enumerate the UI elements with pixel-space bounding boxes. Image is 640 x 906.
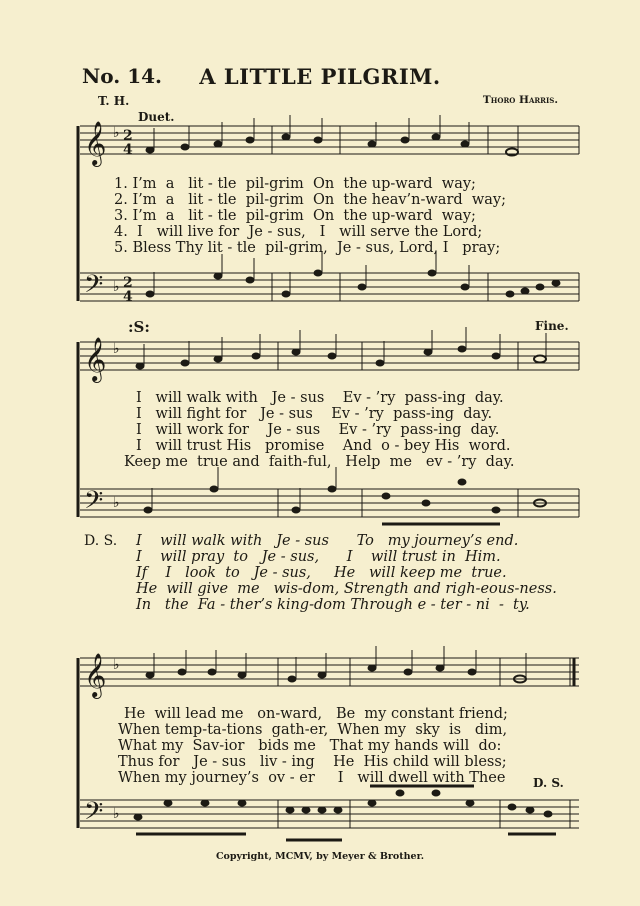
system3-treble-staff	[80, 658, 579, 686]
system3-bass-staff	[80, 800, 579, 828]
lyric-line: I will walk with Je - sus Ev - ’ry pass-ing day.	[136, 390, 504, 406]
system1-treble-staff	[80, 126, 579, 154]
svg-text:♭: ♭	[113, 806, 120, 822]
system1-bass-staff	[80, 273, 579, 301]
duet-label: Duet.	[138, 110, 175, 124]
lyric-line: 2. I’m a lit - tle pil-grim On the heav’n-ward way;	[114, 192, 507, 208]
system2-bass-staff	[80, 489, 579, 517]
lyric-line: If I look to Je - sus, He will keep me true.	[136, 565, 507, 581]
lyric-line: 5. Bless Thy lit - tle pil-grim, Je - sus, Lord, I pray;	[114, 240, 501, 256]
svg-text:𝄢: 𝄢	[84, 486, 104, 521]
svg-text:♭: ♭	[113, 341, 120, 357]
svg-text:♭: ♭	[113, 657, 120, 673]
lyric-line: He will lead me on-ward, Be my constant friend;	[124, 706, 508, 722]
lyric-line: When temp-ta-tions gath-er, When my sky is dim,	[118, 722, 508, 738]
lyric-line: In the Fa - ther’s king-dom Through e - ter - ni - ty.	[136, 597, 530, 613]
fine-label: Fine.	[535, 319, 569, 333]
composer-credit: Thoro Harris.	[482, 94, 558, 106]
copyright-notice: Copyright, MCMV, by Meyer & Brother.	[215, 851, 425, 862]
lyric-line: I will work for Je - sus Ev - ’ry pass-ing day.	[136, 422, 500, 438]
lyric-line: Thus for Je - sus liv - ing He His child will bless;	[118, 754, 507, 770]
lyric-line: I will trust His promise And o - bey His word.	[136, 438, 511, 454]
lyric-line: Keep me true and faith-ful, Help me ev - ’ry day.	[124, 454, 515, 470]
svg-text:𝄞: 𝄞	[84, 653, 107, 697]
svg-text:2: 2	[123, 275, 133, 291]
svg-text:𝄞: 𝄞	[84, 121, 107, 165]
lyric-line: I will fight for Je - sus Ev - ’ry pass-ing day.	[136, 406, 493, 422]
lyric-line: 4. I will live for Je - sus, I will serve the Lord;	[114, 224, 483, 240]
svg-text:2: 2	[123, 128, 133, 144]
lyric-line: I will walk with Je - sus To my journey’s end.	[136, 533, 519, 549]
lyric-line: He will give me wis-dom, Strength and righ-eous-ness.	[136, 581, 557, 597]
lyric-line: When my journey’s ov - er I will dwell with Thee	[118, 770, 506, 786]
lyric-line: What my Sav-ior bids me That my hands will do:	[118, 738, 502, 754]
svg-text:𝄢: 𝄢	[84, 797, 104, 832]
svg-text:𝄢: 𝄢	[84, 270, 104, 305]
svg-text:4: 4	[123, 142, 133, 158]
svg-text:4: 4	[123, 289, 133, 305]
svg-text:𝄞: 𝄞	[84, 337, 107, 381]
svg-text:♭: ♭	[113, 495, 120, 511]
ds-marker: D. S.	[84, 533, 118, 549]
hymn-title: A LITTLE PILGRIM.	[199, 64, 441, 89]
segno-sign: :S:	[128, 318, 150, 336]
svg-text:♭: ♭	[113, 125, 120, 141]
ds-marker-end: D. S.	[533, 776, 564, 790]
lyric-line: I will pray to Je - sus, I will trust in Him.	[136, 549, 501, 565]
hymn-number: No. 14.	[82, 64, 162, 88]
author-initials: T. H.	[98, 94, 130, 108]
lyric-line: 3. I’m a lit - tle pil-grim On the up-ward way;	[114, 208, 476, 224]
lyric-line: 1. I’m a lit - tle pil-grim On the up-ward way;	[114, 176, 476, 192]
svg-text:♭: ♭	[113, 279, 120, 295]
